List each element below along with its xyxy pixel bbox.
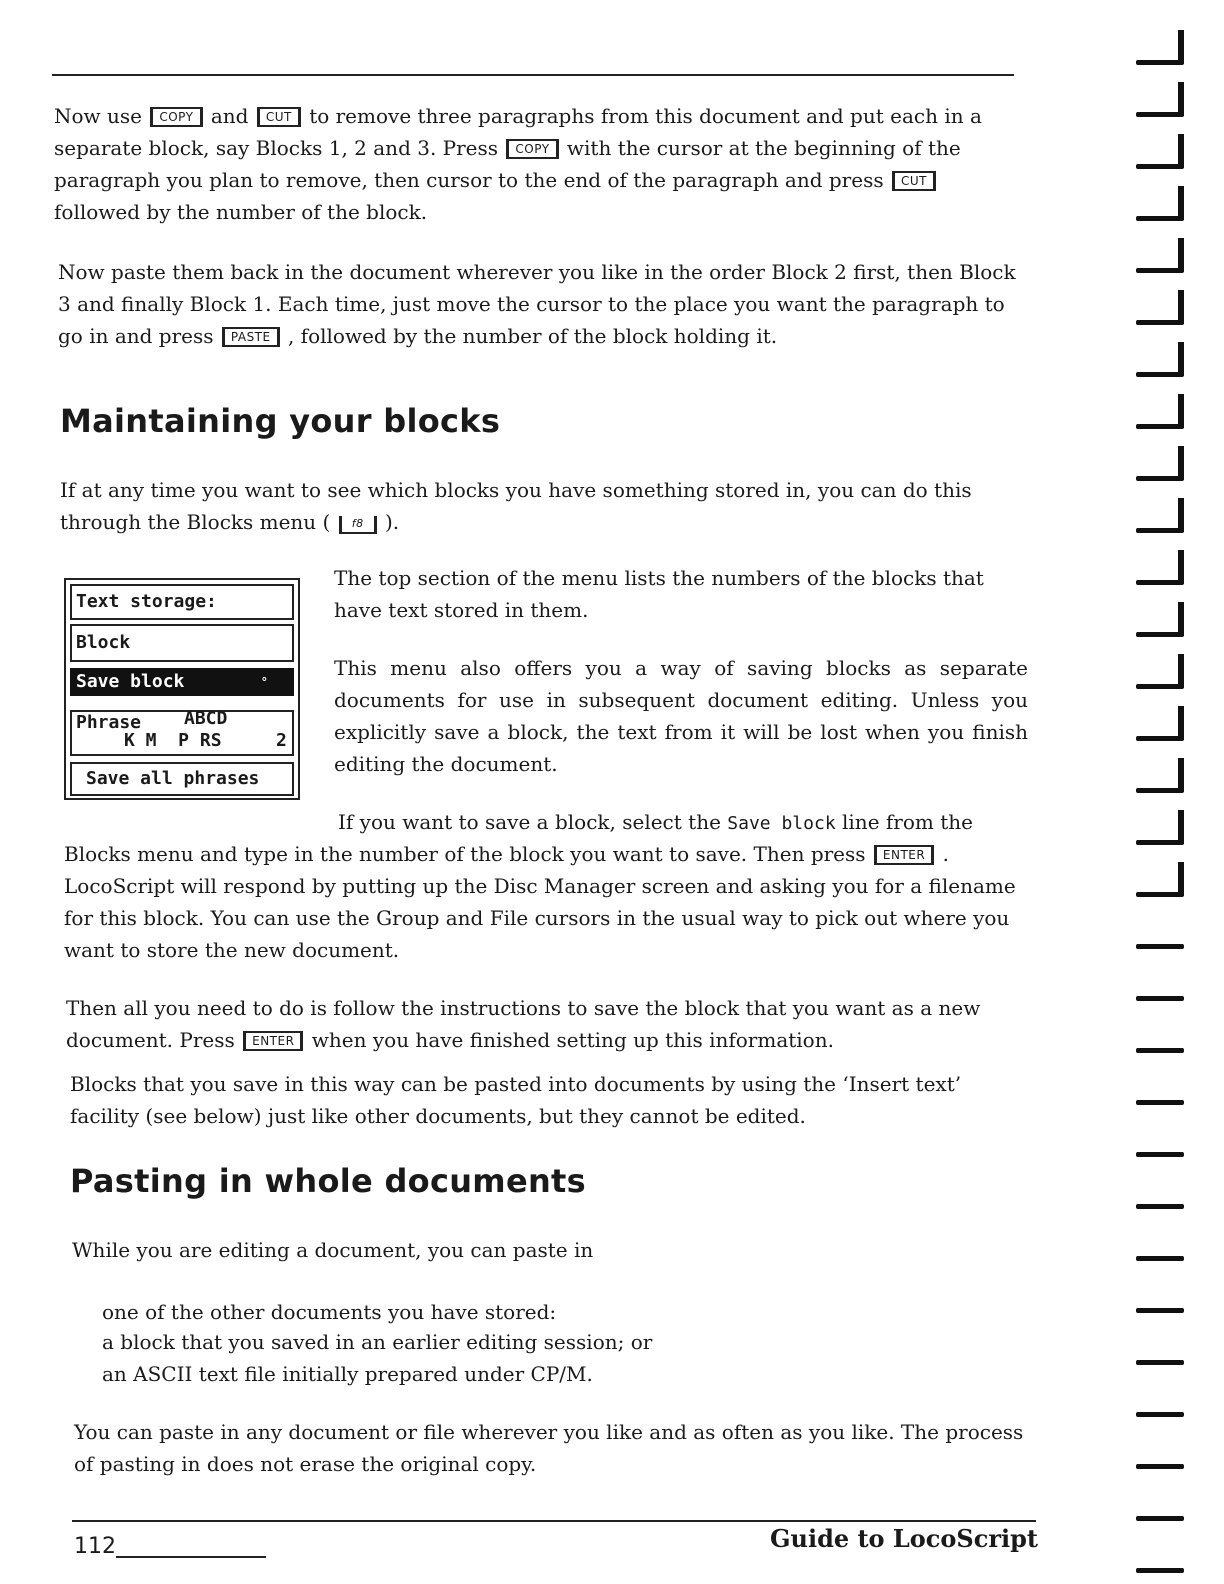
binding-mark	[1136, 892, 1184, 897]
binding-mark	[1136, 632, 1184, 637]
binding-tick	[1178, 238, 1184, 272]
binding-mark	[1136, 164, 1184, 169]
binding-tick	[1178, 706, 1184, 740]
save-block-code: Save block	[727, 813, 836, 834]
binding-mark	[1136, 1256, 1184, 1261]
binding-mark	[1136, 580, 1184, 585]
binding-mark	[1136, 1412, 1184, 1417]
menu-phrase-row	[70, 710, 294, 756]
binding-mark	[1136, 788, 1184, 793]
binding-mark	[1136, 528, 1184, 533]
paragraph-save-block-line: If you want to save a block, select the Save block line from the	[338, 810, 973, 834]
binding-tick	[1178, 654, 1184, 688]
list-item: one of the other documents you have stored:	[102, 1300, 557, 1324]
paragraph-paste-any-document: You can paste in any document or file wherever you like and as often as you like. The process of pasting in does not erase the original copy.	[74, 1420, 1024, 1476]
binding-tick	[1178, 30, 1184, 64]
menu-text-storage: Text storage:	[70, 584, 294, 620]
binding-tick	[1178, 810, 1184, 844]
list-item: an ASCII text file initially prepared under CP/M.	[102, 1362, 593, 1386]
phrase-letters-row2: K M P RS	[124, 730, 222, 751]
paragraph-save-block-instructions: Blocks menu and type in the number of the block you want to save. Then press ENTER . LocoScript will respond by putting up the Disc Manager screen and asking you for a filename for this block. You can use the Group and File cursors in the usual way to pick out where you want to store the new document.	[64, 842, 1016, 962]
binding-tick	[1178, 602, 1184, 636]
binding-mark	[1136, 684, 1184, 689]
binding-tick	[1178, 862, 1184, 896]
binding-tick	[1178, 290, 1184, 324]
binding-tick	[1178, 134, 1184, 168]
menu-save-block[interactable]: Save block °	[70, 668, 294, 696]
binding-mark	[1136, 424, 1184, 429]
binding-mark	[1136, 1464, 1184, 1469]
list-item: a block that you saved in an earlier editing session; or	[102, 1330, 653, 1354]
paragraph-copy-cut: Now use COPY and CUT to remove three paragraphs from this document and put each in a separate block, say Blocks 1, 2 and 3. Press COPY with the cursor at the beginning of the paragraph you plan to remove, then cursor to the end of the paragraph and press CUT followed by the number of the block.	[54, 104, 982, 224]
paragraph-blocks-pasted: Blocks that you save in this way can be pasted into documents by using the ‘Insert text’ facility (see below) just like other documents, but they cannot be edited.	[70, 1072, 962, 1128]
paragraph-menu-saving: This menu also offers you a way of saving blocks as separate documents for use in subsequent document editing. Unless you explicitly save a block, the text from it will be lost when you finish editing the document.	[334, 656, 1028, 776]
binding-tick	[1178, 342, 1184, 376]
binding-mark	[1136, 1360, 1184, 1365]
paragraph-menu-top-section: The top section of the menu lists the numbers of the blocks that have text stored in them.	[334, 566, 984, 622]
cursor-mark-icon: °	[260, 675, 268, 689]
footer-rule	[72, 1520, 1036, 1522]
paragraph-while-editing: While you are editing a document, you can paste in	[72, 1238, 594, 1262]
binding-mark	[1136, 372, 1184, 377]
menu-block-row: Block	[70, 624, 294, 662]
heading-maintaining-blocks: Maintaining your blocks	[60, 402, 501, 440]
binding-mark	[1136, 996, 1184, 1001]
binding-mark	[1136, 944, 1184, 949]
binding-mark	[1136, 1100, 1184, 1105]
paste-key-icon: PASTE	[222, 327, 280, 347]
paragraph-paste-back: Now paste them back in the document wherever you like in the order Block 2 first, then Block 3 and finally Block 1. Each time, just move the cursor to the place you want the paragraph to go in and press PASTE , followed by the number of the block holding it.	[58, 260, 1016, 348]
binding-tick	[1178, 82, 1184, 116]
binding-mark	[1136, 1048, 1184, 1053]
binding-mark	[1136, 840, 1184, 845]
binding-mark	[1136, 216, 1184, 221]
phrase-count: 2	[276, 730, 287, 751]
paragraph-blocks-menu: If at any time you want to see which blocks you have something stored in, you can do this through the Blocks menu ( f8 ).	[60, 478, 972, 534]
spiral-binding-edge	[1124, 0, 1184, 1584]
enter-key-icon: ENTER	[874, 845, 934, 865]
binding-tick	[1178, 498, 1184, 532]
cut-key-icon: CUT	[257, 107, 301, 127]
f8-key-icon: f8	[339, 516, 377, 534]
binding-tick	[1178, 550, 1184, 584]
phrase-label: Phrase	[76, 712, 142, 733]
binding-tick	[1178, 758, 1184, 792]
binding-mark	[1136, 476, 1184, 481]
book-title: Guide to LocoScript	[770, 1524, 1038, 1553]
binding-mark	[1136, 268, 1184, 273]
binding-mark	[1136, 1308, 1184, 1313]
copy-key-icon: COPY	[506, 139, 558, 159]
binding-mark	[1136, 1152, 1184, 1157]
page-number: 112	[74, 1534, 116, 1559]
phrase-letters-row1: ABCD	[184, 708, 228, 729]
binding-mark	[1136, 320, 1184, 325]
menu-save-all-phrases[interactable]: Save all phrases	[70, 762, 294, 796]
binding-mark	[1136, 1568, 1184, 1573]
header-rule	[52, 74, 1014, 76]
binding-mark	[1136, 736, 1184, 741]
blocks-menu	[64, 578, 300, 800]
binding-tick	[1178, 394, 1184, 428]
binding-mark	[1136, 1204, 1184, 1209]
page-number-rule	[116, 1556, 266, 1558]
enter-key-icon: ENTER	[243, 1031, 303, 1051]
binding-tick	[1178, 186, 1184, 220]
cut-key-icon: CUT	[892, 171, 936, 191]
binding-tick	[1178, 446, 1184, 480]
binding-mark	[1136, 1516, 1184, 1521]
copy-key-icon: COPY	[150, 107, 202, 127]
binding-mark	[1136, 112, 1184, 117]
heading-pasting-documents: Pasting in whole documents	[70, 1162, 586, 1200]
paragraph-follow-instructions: Then all you need to do is follow the instructions to save the block that you want as a new document. Press ENTER when you have finished setting up this information.	[66, 996, 981, 1052]
binding-mark	[1136, 60, 1184, 65]
